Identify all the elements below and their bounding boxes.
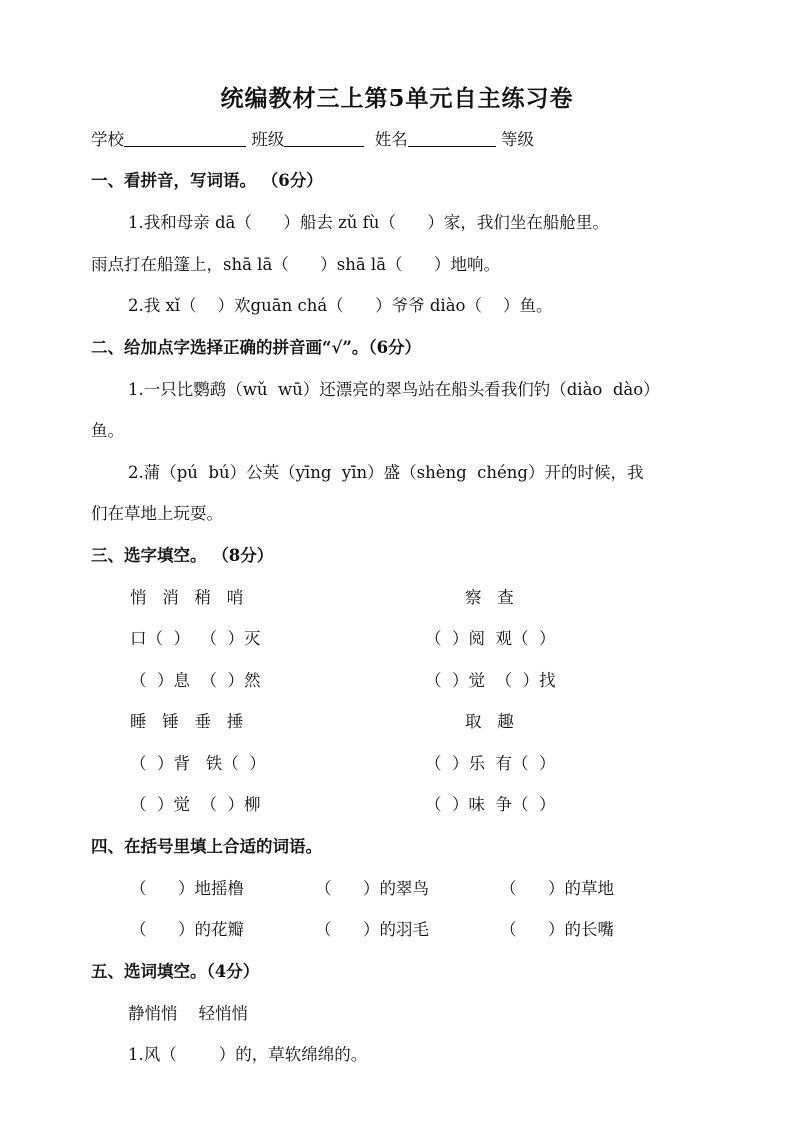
section5-line1: 1.风（ ）的，草软绵绵的。 <box>128 1045 368 1064</box>
section1-line2: 雨点打在船篷上，shā lā（ ）shā lā（ ）地响。 <box>91 255 501 274</box>
phrase-r2c3: （ ）的长嘴 <box>500 920 614 939</box>
group2-row2: （ ）觉 （ ）找 <box>425 671 556 690</box>
class-blank[interactable] <box>284 130 364 147</box>
section3-heading: 三、选字填空。 （8分） <box>91 546 274 565</box>
section2-line2: 鱼。 <box>91 421 124 440</box>
group1-row2: （ ）息 （ ）然 <box>130 671 261 690</box>
section2-line3: 2.蒲（pú bú）公英（yīng yīn）盛（shèng chéng）开的时候，我 <box>128 463 644 482</box>
section1-line1: 1.我和母亲 dā（ ）船去 zǔ fù（ ）家，我们坐在船舱里。 <box>128 213 609 232</box>
header-fields <box>91 129 534 151</box>
group1-characters: 悄 消 稍 哨 <box>130 588 244 607</box>
section1-heading: 一、看拼音，写词语。 （6分） <box>91 171 323 190</box>
group1-row1: 口（ ） （ ）灭 <box>130 629 261 648</box>
phrase-r1c3: （ ）的草地 <box>500 879 614 898</box>
group3-row2: （ ）觉 （ ）柳 <box>130 795 261 814</box>
page-title: 统编教材三上第5单元自主练习卷 <box>220 85 574 112</box>
phrase-r2c1: （ ）的花瓣 <box>130 920 244 939</box>
group4-characters: 取 趣 <box>465 712 514 731</box>
phrase-r1c1: （ ）地摇橹 <box>130 879 244 898</box>
group4-row1: （ ）乐 有（ ） <box>425 754 556 773</box>
section2-heading: 二、给加点字选择正确的拼音画“√”。（6分） <box>91 338 422 357</box>
section2-line1: 1.一只比鹦鹉（wǔ wū）还漂亮的翠鸟站在船头看我们钓（diào dào） <box>128 380 660 399</box>
name-label: 姓名 <box>374 130 408 149</box>
group2-row1: （ ）阅 观（ ） <box>425 629 556 648</box>
group4-row2: （ ）味 争（ ） <box>425 795 556 814</box>
grade-label: 等级 <box>501 130 534 149</box>
section4-heading: 四、在括号里填上合适的词语。 <box>91 837 322 856</box>
class-label: 班级 <box>251 130 285 149</box>
name-blank[interactable] <box>408 130 496 147</box>
school-label: 学校 <box>91 130 124 149</box>
group3-row1: （ ）背 铁（ ） <box>130 754 266 773</box>
group3-characters: 睡 锤 垂 捶 <box>130 712 244 731</box>
phrase-r1c2: （ ）的翠鸟 <box>315 879 429 898</box>
section2-line4: 们在草地上玩耍。 <box>91 504 223 523</box>
phrase-r2c2: （ ）的羽毛 <box>315 920 429 939</box>
group2-characters: 察 查 <box>465 588 514 607</box>
section5-heading: 五、选词填空。（4分） <box>91 962 260 981</box>
school-blank[interactable] <box>124 130 246 147</box>
section5-word-choices: 静悄悄 轻悄悄 <box>128 1004 248 1023</box>
section1-line3: 2.我 xǐ（ ）欢guān chá（ ）爷爷 diào（ ）鱼。 <box>128 296 553 315</box>
